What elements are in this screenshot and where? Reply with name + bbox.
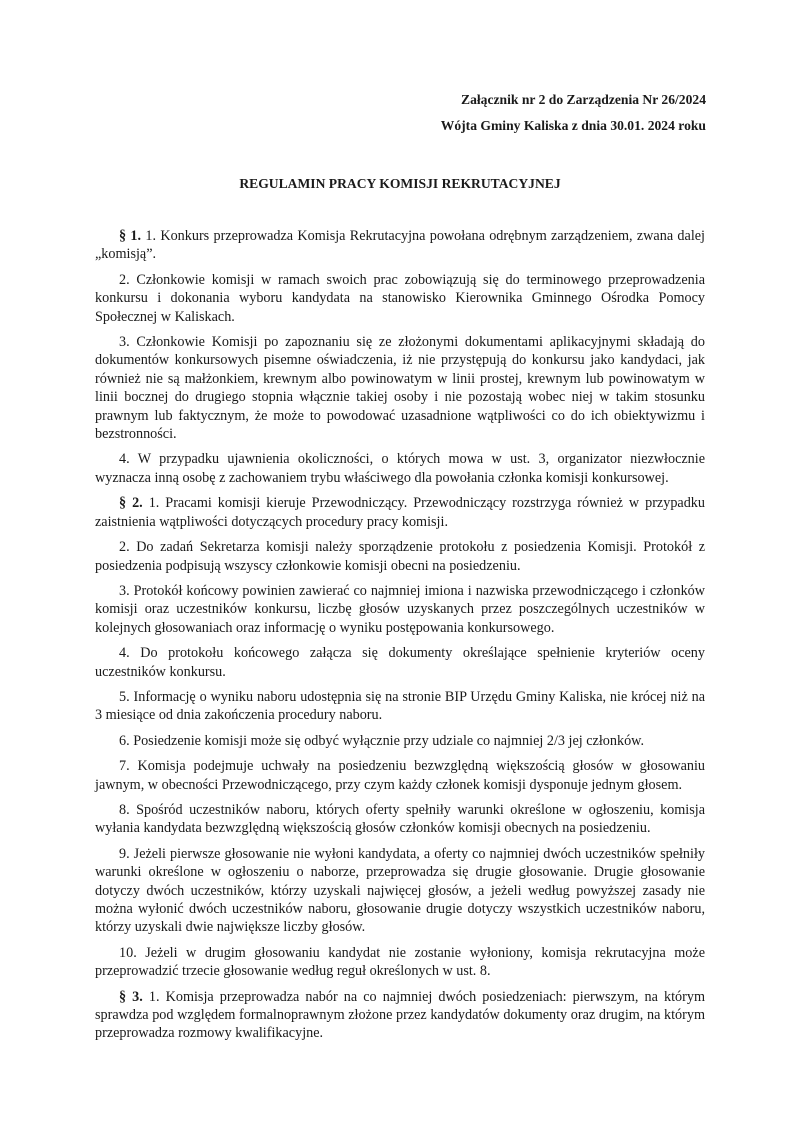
paragraph-text: 5. Informację o wyniku naboru udostępnia się na stronie BIP Urzędu Gminy Kaliska, nie krócej niż na 3 miesiące od dnia zakończenia procedury naboru. xyxy=(95,688,705,724)
paragraph-text: 1. Konkurs przeprowadza Komisja Rekrutacyjna powołana odrębnym zarządzeniem, zwana dalej „komisją”. xyxy=(95,228,706,263)
section-marker: § 1. xyxy=(119,228,142,244)
paragraph-text: 3. Protokół końcowy powinien zawierać co najmniej imiona i nazwiska przewodniczącego i członków komisji oraz uczestników konkursu, liczbę głosów uzyskanych przez poszczególnych uczestników w kolejnych głosowaniach oraz informację o wyniku postępowania konkursowego. xyxy=(95,582,705,636)
document-body xyxy=(95,227,705,1050)
paragraph xyxy=(95,732,705,750)
paragraph-text: 2. Do zadań Sekretarza komisji należy sporządzenie protokołu z posiedzenia Komisji. Protokół z posiedzenia podpisują wszyscy członkowie komisji obecni na posiedzeniu. xyxy=(95,539,705,574)
paragraph xyxy=(95,271,705,326)
section-marker: § 3. xyxy=(119,988,143,1005)
paragraph xyxy=(95,450,705,487)
paragraph-text: 4. W przypadku ujawnienia okoliczności, o których mowa w ust. 3, organizator niezwłocznie wyznacza inną osobę z zachowaniem trybu właściwego dla powołania członka komisji konkursowej. xyxy=(95,451,705,486)
paragraph xyxy=(95,494,705,531)
paragraph xyxy=(95,944,705,981)
paragraph xyxy=(95,757,705,794)
paragraph-text: 4. Do protokołu końcowego załącza się dokumenty określające spełnienie kryteriów oceny uczestników konkursu. xyxy=(95,645,705,680)
attachment-header-line-2: Wójta Gminy Kaliska z dnia 30.01. 2024 roku xyxy=(440,118,706,133)
paragraph xyxy=(95,644,705,681)
document-title: REGULAMIN PRACY KOMISJI REKRUTACYJNEJ xyxy=(239,176,561,191)
paragraph xyxy=(95,988,705,1043)
paragraph-text: 8. Spośród uczestników naboru, których oferty spełniły warunki określone w ogłoszeniu, komisja wyłania kandydata bezwzględną większością głosów członków komisji obecnych na posiedzeniu. xyxy=(95,801,705,837)
paragraph xyxy=(95,801,705,838)
paragraph xyxy=(95,227,705,264)
paragraph-text: 7. Komisja podejmuje uchwały na posiedzeniu bezwzględną większością głosów w głosowaniu jawnym, w obecności Przewodniczącego, przy czym każdy członek komisji dysponuje jednym głosem. xyxy=(95,758,705,793)
paragraph xyxy=(95,582,705,637)
section-marker: § 2. xyxy=(119,495,143,512)
paragraph-text: 3. Członkowie Komisji po zapoznaniu się ze złożonymi dokumentami aplikacyjnymi składają do dokumentów konkursowych pisemne oświadczenia, iż nie przystępują do konkursu jako kandydaci, jak również nie są małżonkiem, krewnym albo powinowatym w linii prostej, krewnym lub powinowatym w linii bocznej do drugiego stopnia włącznie takiej osoby i nie pozostają wobec niej w takim stosunku prawnym lub faktycznym, że może to powodować uzasadnione wątpliwości co do ich obiektywizmu i bezstronności. xyxy=(95,334,705,443)
paragraph xyxy=(95,845,705,937)
paragraph-text: 10. Jeżeli w drugim głosowaniu kandydat nie zostanie wyłoniony, komisja rekrutacyjna może przeprowadzić trzecie głosowanie według reguł określonych w ust. 8. xyxy=(95,944,705,980)
paragraph-text: 1. Pracami komisji kieruje Przewodniczący. Przewodniczący rozstrzyga również w przypadku zaistnienia wątpliwości dotyczących procedury pracy komisji. xyxy=(95,495,705,530)
paragraph-text: 2. Członkowie komisji w ramach swoich prac zobowiązują się do terminowego przeprowadzenia konkursu i dokonania wyboru kandydata na stanowisko Kierownika Gminnego Ośrodka Pomocy Społecznej w Kaliskach. xyxy=(95,271,705,325)
attachment-header-line-1: Załącznik nr 2 do Zarządzenia Nr 26/2024 xyxy=(461,92,706,107)
paragraph-text: 6. Posiedzenie komisji może się odbyć wyłącznie przy udziale co najmniej 2/3 jej członków. xyxy=(119,732,645,749)
paragraph xyxy=(95,333,705,443)
paragraph-text: 9. Jeżeli pierwsze głosowanie nie wyłoni kandydata, a oferty co najmniej dwóch uczestników spełniły warunki określone w ogłoszeniu o naborze, przeprowadza się drugie głosowanie. Drugie głosowanie dotyczy dwóch uczestników, którzy uzyskali najwięcej głosów, a jeżeli według powyższej zasady nie można wyłonić dwóch uczestników naboru, głosowanie drugie dotyczy wszystkich uczestników naboru, którzy uzyskali dwie największe liczby głosów. xyxy=(95,845,705,936)
paragraph xyxy=(95,538,705,575)
paragraph xyxy=(95,688,705,725)
paragraph-text: 1. Komisja przeprowadza nabór na co najmniej dwóch posiedzeniach: pierwszym, na którym sprawdza pod względem formalnoprawnym złożone przez kandydatów dokumenty oraz drugim, na którym przeprowadza rozmowy kwalifikacyjne. xyxy=(95,988,706,1042)
